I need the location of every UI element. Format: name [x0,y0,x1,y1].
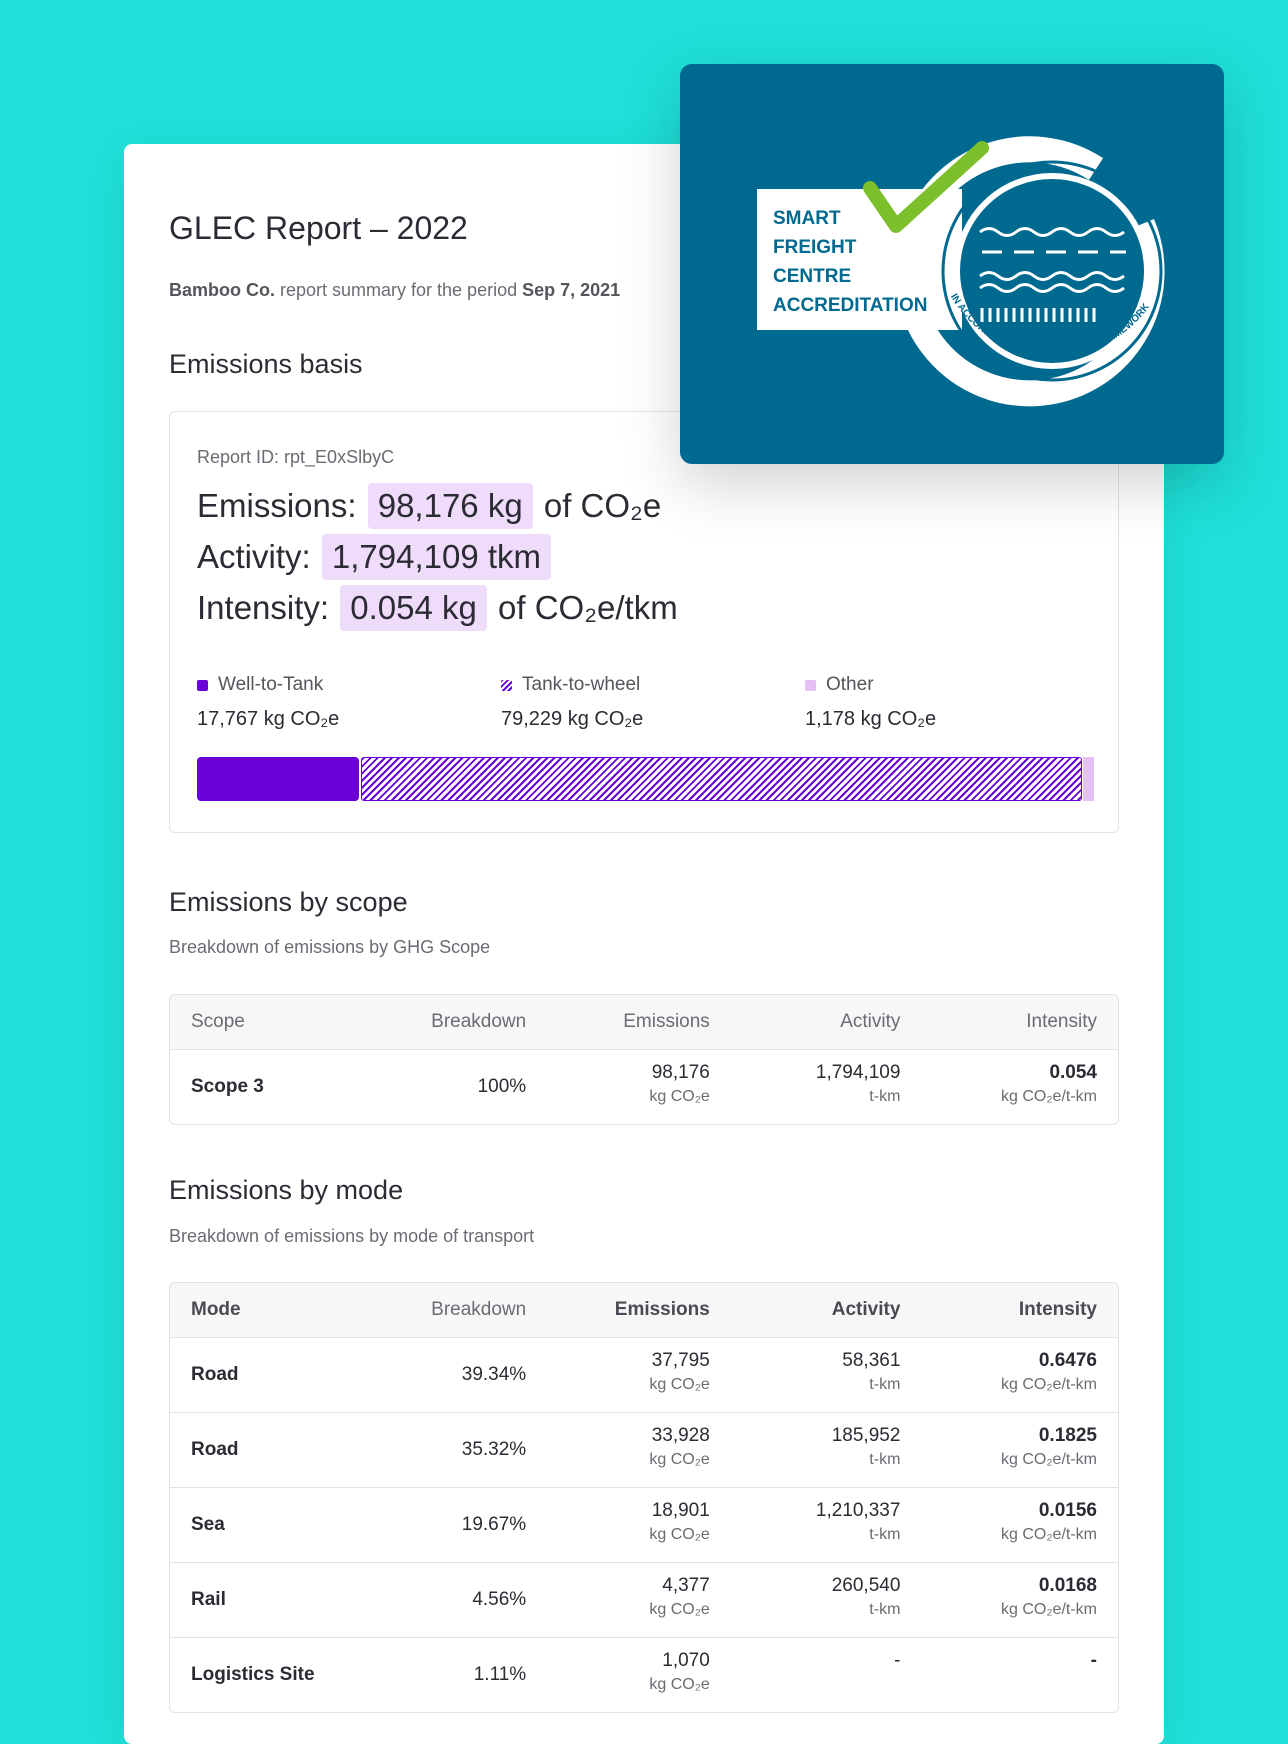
period-start: Sep 7, 2021 [522,280,621,300]
column-header: Scope [191,1011,245,1032]
row-intensity: 0.054 kg CO₂e/t-km [1000,1062,1097,1105]
row-activity: 1,794,109 t-km [815,1062,901,1105]
well-to-tank-swatch [197,680,208,691]
accreditation-logo [680,64,1224,464]
badge-line: ACCREDITATION [773,295,928,316]
row-intensity: - [1090,1650,1097,1671]
emissions-basis-heading: Emissions basis [169,349,363,379]
accreditation-badge [680,64,1224,464]
emissions-by-scope-heading: Emissions by scope [169,887,408,917]
row-breakdown: 19.67% [461,1514,527,1535]
row-name: Road [191,1439,239,1460]
report-subtitle [169,280,620,301]
legend-value: 79,229 kg CO₂e [501,708,644,730]
row-breakdown: 4.56% [472,1589,527,1610]
row-emissions: 1,070 kg CO₂e [649,1650,710,1693]
row-intensity: 0.0156 kg CO₂e/t-km [1000,1500,1097,1543]
legend-label: Well-to-Tank [218,674,324,695]
badge-line: CENTRE [773,266,852,287]
bar-segment-well-to-tank [197,757,359,801]
row-emissions: 98,176 kg CO₂e [649,1062,710,1105]
activity-label: Activity: [197,538,311,575]
table-row [170,1412,1118,1487]
row-name: Rail [191,1589,226,1610]
emissions-breakdown-bar [197,757,1094,801]
row-emissions: 33,928 kg CO₂e [649,1425,710,1468]
row-name: Sea [191,1514,225,1535]
emissions-metric [197,483,661,529]
company-name: Bamboo Co. [169,280,275,300]
badge-line: FREIGHT [773,237,857,258]
row-emissions: 18,901 kg CO₂e [649,1500,710,1543]
table-header [170,995,1118,1049]
table-row [170,1637,1118,1712]
page-title: GLEC Report – 2022 [169,210,468,246]
summary-text: report summary for the period [275,280,523,300]
row-breakdown: 1.11% [473,1664,527,1685]
scope-table [169,994,1119,1125]
badge-line: SMART [773,208,841,229]
row-activity: 260,540 t-km [831,1575,901,1618]
emissions-value: 98,176 kg [368,483,533,529]
row-intensity: 0.0168 kg CO₂e/t-km [1000,1575,1097,1618]
row-name: Scope 3 [191,1076,264,1097]
ring-text-path: IN ACCORDANCE WITH THE GLEC FRAMEWORK [948,291,1152,359]
row-activity: 185,952 t-km [831,1425,901,1468]
mode-description: Breakdown of emissions by mode of transport [169,1226,535,1246]
table-header [170,1283,1118,1337]
intensity-value: 0.054 kg [340,585,487,631]
row-emissions: 4,377 kg CO₂e [649,1575,710,1618]
bar-segment-other [1083,757,1094,801]
column-header: Breakdown [431,1299,527,1320]
intensity-label: Intensity: [197,589,330,626]
row-breakdown: 100% [477,1076,527,1097]
row-breakdown: 39.34% [461,1364,527,1385]
intensity-suffix: of CO₂e/tkm [498,589,678,626]
column-header: Breakdown [431,1011,527,1032]
bar-segment-tank-to-wheel [361,757,1082,801]
table-row [170,1487,1118,1562]
column-header: Intensity [1018,1299,1097,1320]
activity-metric [197,534,553,580]
column-header: Emissions [614,1299,710,1320]
activity-value: 1,794,109 tkm [322,534,551,580]
emissions-by-mode-heading: Emissions by mode [169,1175,404,1205]
table-row [170,1049,1118,1124]
row-activity: 1,210,337 t-km [815,1500,901,1543]
legend-other [805,674,936,731]
emissions-label: Emissions: [197,487,357,524]
legend-well-to-tank [197,674,339,731]
legend-label: Other [826,674,874,695]
column-header: Activity [831,1299,901,1320]
row-name: Logistics Site [191,1664,315,1685]
mode-table [169,1282,1119,1713]
scope-description: Breakdown of emissions by GHG Scope [169,937,491,957]
other-swatch [805,680,816,691]
tank-to-wheel-swatch [501,680,512,691]
table-row [170,1337,1118,1412]
legend-value: 1,178 kg CO₂e [805,708,937,730]
row-breakdown: 35.32% [461,1439,527,1460]
legend-tank-to-wheel [501,674,643,731]
report-id: Report ID: rpt_E0xSlbyC [197,447,395,467]
table-row [170,1562,1118,1637]
column-header: Emissions [623,1011,710,1032]
row-activity: 58,361 t-km [842,1350,901,1393]
emissions-basis-panel [169,411,1119,833]
column-header: Mode [191,1299,241,1320]
row-intensity: 0.1825 kg CO₂e/t-km [1000,1425,1097,1468]
intensity-metric [197,585,678,631]
emissions-suffix: of CO₂e [543,487,662,524]
row-activity: - [894,1650,901,1671]
legend-label: Tank-to-wheel [522,674,641,695]
barcode-icon [982,308,1094,322]
row-name: Road [191,1364,239,1385]
row-intensity: 0.6476 kg CO₂e/t-km [1000,1350,1097,1393]
column-header: Activity [840,1011,901,1032]
row-emissions: 37,795 kg CO₂e [649,1350,710,1393]
legend-value: 17,767 kg CO₂e [197,708,340,730]
column-header: Intensity [1026,1011,1097,1032]
